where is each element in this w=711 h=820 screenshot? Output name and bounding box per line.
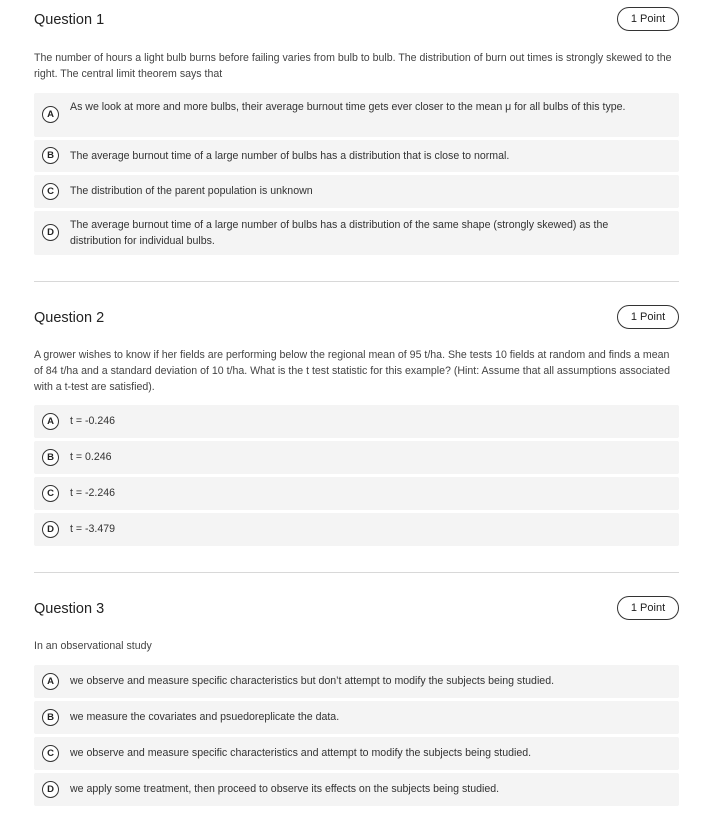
option-text: The average burnout time of a large number of bulbs has a distribution that is close to normal. (70, 150, 510, 162)
points-badge: 1 Point (617, 305, 679, 329)
points-badge: 1 Point (617, 7, 679, 31)
option-text: t = -3.479 (70, 523, 116, 535)
option-letter-badge: C (42, 485, 59, 502)
option-letter-badge: C (42, 745, 59, 762)
option-letter-badge: A (42, 413, 59, 430)
answer-option-d[interactable] (34, 211, 679, 255)
answer-option-c[interactable] (34, 477, 679, 510)
answer-option-d[interactable] (34, 773, 679, 806)
answer-option-c[interactable] (34, 737, 679, 770)
answer-option-b[interactable] (34, 701, 679, 734)
question-header (34, 596, 679, 622)
option-text: As we look at more and more bulbs, their average burnout time gets ever closer to the mean μ for all bulbs of this type. (70, 101, 626, 113)
answer-option-c[interactable] (34, 175, 679, 208)
option-text: t = -2.246 (70, 487, 116, 499)
option-text: we apply some treatment, then proceed to observe its effects on the subjects being studied. (70, 783, 500, 795)
option-letter-badge: B (42, 709, 59, 726)
question-title: Question 3 (34, 601, 105, 617)
answer-option-a[interactable] (34, 405, 679, 438)
question-divider (34, 572, 679, 573)
answer-option-a[interactable] (34, 665, 679, 698)
question-title: Question 2 (34, 310, 105, 326)
answer-option-d[interactable] (34, 513, 679, 546)
option-text: we observe and measure specific characteristics but don’t attempt to modify the subjects being studied. (70, 675, 555, 687)
option-letter-badge: D (42, 224, 59, 241)
question-title: Question 1 (34, 12, 105, 28)
option-text: we observe and measure specific characteristics and attempt to modify the subjects being studied. (70, 747, 532, 759)
option-letter-badge: A (42, 106, 59, 123)
option-text: The average burnout time of a large number of bulbs has a distribution of the same shape (strongly skewed) as the distribution for individual bulbs. (70, 219, 609, 247)
option-text: t = -0.246 (70, 415, 116, 427)
answer-option-b[interactable] (34, 441, 679, 474)
option-letter-badge: D (42, 781, 59, 798)
option-letter-badge: D (42, 521, 59, 538)
answer-option-b[interactable] (34, 140, 679, 172)
option-letter-badge: B (42, 449, 59, 466)
option-letter-badge: C (42, 183, 59, 200)
question-divider (34, 281, 679, 282)
question-prompt: A grower wishes to know if her fields are performing below the regional mean of 95 t/ha. She tests 10 fields at random and finds a mean of 84 t/ha and a standard deviation of 10 t/ha. What is the t test statistic for this example? (Hint: Assume that all assumptions associated with a t-test are satisfied). (34, 349, 670, 393)
answer-option-a[interactable] (34, 93, 679, 137)
option-letter-badge: A (42, 673, 59, 690)
question-prompt: The number of hours a light bulb burns before failing varies from bulb to bulb. The distribution of burn out times is strongly skewed to the right. The central limit theorem says that (34, 52, 672, 80)
question-prompt: In an observational study (34, 640, 152, 652)
option-text: we measure the covariates and psuedoreplicate the data. (70, 711, 340, 723)
option-text: The distribution of the parent population is unknown (70, 185, 313, 197)
option-letter-badge: B (42, 147, 59, 164)
question-header (34, 7, 679, 33)
option-text: t = 0.246 (70, 451, 112, 463)
question-header (34, 305, 679, 331)
points-badge: 1 Point (617, 596, 679, 620)
